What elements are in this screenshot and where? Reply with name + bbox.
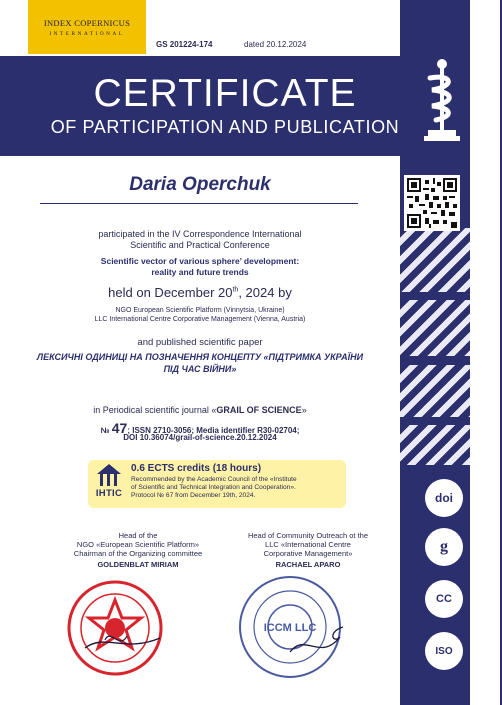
hatch-pattern bbox=[400, 228, 470, 292]
certificate-title: CERTIFICATE bbox=[93, 72, 357, 115]
issn-line: № 47; ISSN 2710-3056; Media identifier R30-02704; bbox=[100, 420, 300, 436]
ects-line-3: Protocol № 67 from December 19th, 2024. bbox=[131, 492, 256, 499]
logo-subtext: INTERNATIONAL bbox=[49, 30, 125, 37]
doi-icon: doi bbox=[425, 479, 463, 517]
journal-line: in Periodical scientific journal «GRAIL OF SCIENCE» bbox=[93, 405, 307, 415]
left-signer-line-2: NGO «European Scientific Platform» bbox=[76, 540, 200, 549]
paper-title-1: ЛЕКСИЧНІ ОДИНИЦІ НА ПОЗНАЧЕННЯ КОНЦЕПТУ «ПІДТРИМКА УКРАЇНИ bbox=[36, 352, 364, 362]
hatch-pattern bbox=[400, 300, 470, 356]
gs-code: GS 201224-174 bbox=[156, 40, 213, 49]
right-signer-name: RACHAEL APARO bbox=[275, 560, 341, 569]
crossref-icon: CC bbox=[425, 580, 463, 618]
index-copernicus-logo bbox=[28, 0, 146, 54]
conference-theme-1: Scientific vector of various sphere’ development: bbox=[100, 256, 300, 266]
ects-line-1: Recommended by the Academic Council of the «Institute bbox=[131, 476, 297, 483]
right-signer-line-2: LLC «International Centre bbox=[265, 540, 351, 549]
paper-intro: and published scientific paper bbox=[137, 337, 263, 348]
left-signer-name: GOLDENBLAT MIRIAM bbox=[97, 560, 179, 569]
organizer-1: NGO European Scientific Platform (Vinnytsia, Ukraine) bbox=[115, 307, 285, 314]
doi-line[interactable]: DOI 10.36074/grail-of-science.20.12.2024 bbox=[123, 433, 277, 442]
hatch-pattern bbox=[400, 425, 470, 465]
conference-line-2: Scientific and Practical Conference bbox=[130, 240, 270, 250]
caduceus-icon bbox=[418, 56, 470, 144]
left-signer-line-3: Chairman of the Organizing committee bbox=[73, 549, 203, 558]
left-signer-line-1: Head of the bbox=[118, 531, 158, 540]
iso-icon: ISO bbox=[425, 632, 463, 670]
qr-code[interactable] bbox=[404, 175, 460, 231]
svg-text:ICCM LLC: ICCM LLC bbox=[263, 622, 317, 634]
organizer-2: LLC International Centre Corporative Management (Vienna, Austria) bbox=[94, 316, 306, 323]
right-signer-line-3: Corporative Management» bbox=[263, 549, 353, 558]
issue-date: dated 20.12.2024 bbox=[244, 40, 307, 49]
ects-line-2: of Scientific and Technical Integration and Cooperation». bbox=[131, 484, 296, 491]
right-signer-line-1: Head of Community Outreach ot the bbox=[247, 531, 369, 540]
ihtic-logo: IHTIC bbox=[89, 464, 129, 504]
hatch-pattern bbox=[400, 365, 470, 417]
conference-theme-2: reality and future trends bbox=[151, 267, 249, 277]
paper-title-2: ПІД ЧАС ВІЙНИ» bbox=[163, 364, 237, 374]
google-scholar-icon: g bbox=[425, 528, 463, 566]
red-seal-stamp bbox=[65, 578, 165, 678]
ects-credits: 0.6 ECTS credits (18 hours) bbox=[131, 463, 262, 474]
conference-line-1: participated in the IV Correspondence International bbox=[98, 229, 302, 239]
blue-seal-stamp bbox=[235, 572, 345, 682]
name-underline bbox=[40, 203, 358, 204]
certificate-subtitle: OF PARTICIPATION AND PUBLICATION bbox=[50, 117, 400, 137]
recipient-name: Daria Operchuk bbox=[129, 174, 271, 195]
logo-text: INDEX COPERNICUS bbox=[43, 17, 131, 28]
held-date: held on December 20th, 2024 by bbox=[108, 285, 292, 300]
